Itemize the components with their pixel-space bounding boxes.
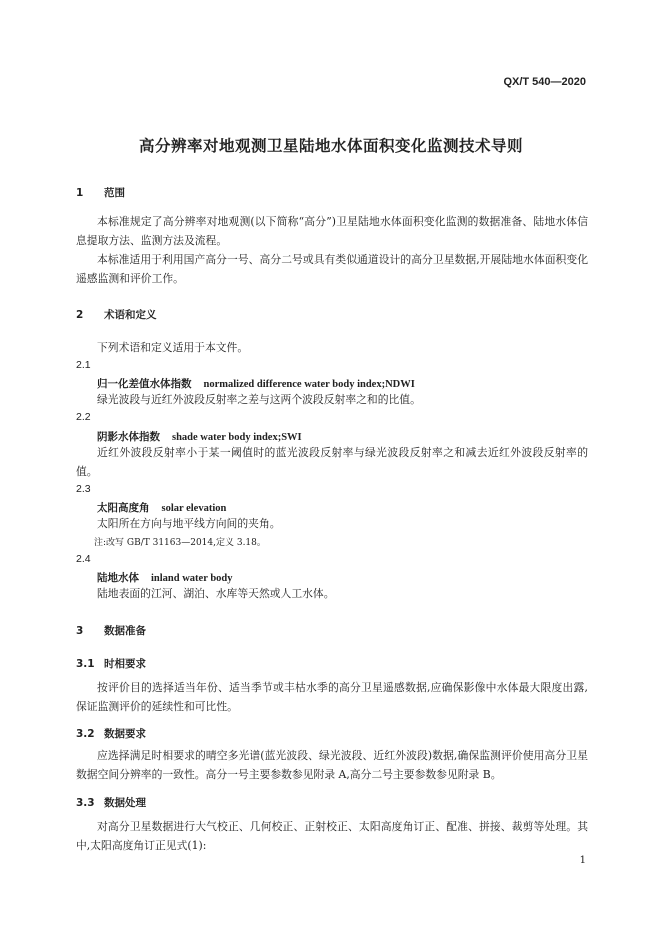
term-2-3-number: 2.3 <box>76 483 91 495</box>
term-2-2-number: 2.2 <box>76 411 91 423</box>
term-2-2-definition: 近红外波段反射率小于某一阈值时的蓝光波段反射率与绿光波段反射率之和减去近红外波段反射率的值。 <box>76 446 588 478</box>
term-2-3-heading <box>97 500 226 515</box>
term-2-1-heading <box>97 376 415 391</box>
section-number: 3.1 <box>76 658 95 670</box>
term-2-1-number: 2.1 <box>76 359 91 371</box>
section-number: 2 <box>76 309 84 321</box>
section-title: 数据要求 <box>104 728 146 740</box>
section-3-2-heading <box>76 726 146 741</box>
section-3-2-paragraph: 应选择满足时相要求的晴空多光谱(蓝光波段、绿光波段、近红外波段)数据,确保监测评价使用高分卫星数据空间分辨率的一致性。高分一号主要参数参见附录 A,高分二号主要参数参见附录 B。 <box>76 749 588 781</box>
section-1-heading <box>76 185 125 200</box>
document-title: 高分辨率对地观测卫星陆地水体面积变化监测技术导则 <box>138 137 523 155</box>
section-number: 1 <box>76 187 84 199</box>
page-number: 1 <box>579 855 586 866</box>
term-2-2-heading <box>97 429 302 444</box>
section-1-paragraph-1: 本标准规定了高分辨率对地观测(以下简称“高分”)卫星陆地水体面积变化监测的数据准备、陆地水体信息提取方法、监测方法及流程。 <box>76 215 588 247</box>
section-3-3-heading <box>76 795 146 810</box>
section-3-1-heading <box>76 656 146 671</box>
section-number: 3.2 <box>76 728 95 740</box>
term-en: inland water body <box>151 573 233 584</box>
term-cn: 陆地水体 <box>97 572 139 584</box>
term-cn: 归一化差值水体指数 <box>97 378 192 390</box>
term-2-4-definition: 陆地表面的江河、湖泊、水库等天然或人工水体。 <box>97 587 335 600</box>
section-title: 范围 <box>104 187 125 199</box>
term-2-4-heading <box>97 570 233 585</box>
section-1-paragraph-2: 本标准适用于利用国产高分一号、高分二号或具有类似通道设计的高分卫星数据,开展陆地水体面积变化遥感监测和评价工作。 <box>76 253 588 285</box>
term-2-1-definition: 绿光波段与近红外波段反射率之差与这两个波段反射率之和的比值。 <box>97 393 421 406</box>
section-number: 3 <box>76 625 84 637</box>
section-2-intro: 下列术语和定义适用于本文件。 <box>97 341 249 354</box>
term-en: normalized difference water body index;NDWI <box>203 379 415 390</box>
term-cn: 阴影水体指数 <box>97 431 160 443</box>
term-cn: 太阳高度角 <box>97 502 150 514</box>
term-en: shade water body index;SWI <box>172 432 302 443</box>
section-2-heading <box>76 307 157 322</box>
section-title: 数据准备 <box>104 625 146 637</box>
term-2-3-definition: 太阳所在方向与地平线方向间的夹角。 <box>97 517 281 530</box>
standard-code: QX/T 540—2020 <box>503 76 586 88</box>
term-2-4-number: 2.4 <box>76 553 91 565</box>
section-title: 术语和定义 <box>104 309 157 321</box>
section-3-heading <box>76 623 146 638</box>
section-title: 时相要求 <box>104 658 146 670</box>
section-title: 数据处理 <box>104 797 146 809</box>
section-3-1-paragraph: 按评价目的选择适当年份、适当季节或丰枯水季的高分卫星遥感数据,应确保影像中水体最大限度出露,保证监测评价的延续性和可比性。 <box>76 681 588 713</box>
term-en: solar elevation <box>161 503 227 514</box>
section-3-3-paragraph: 对高分卫星数据进行大气校正、几何校正、正射校正、太阳高度角订正、配准、拼接、裁剪等处理。其中,太阳高度角订正见式(1): <box>76 820 588 852</box>
section-number: 3.3 <box>76 797 95 809</box>
term-2-3-note: 注:改写 GB/T 31163—2014,定义 3.18。 <box>94 538 266 548</box>
